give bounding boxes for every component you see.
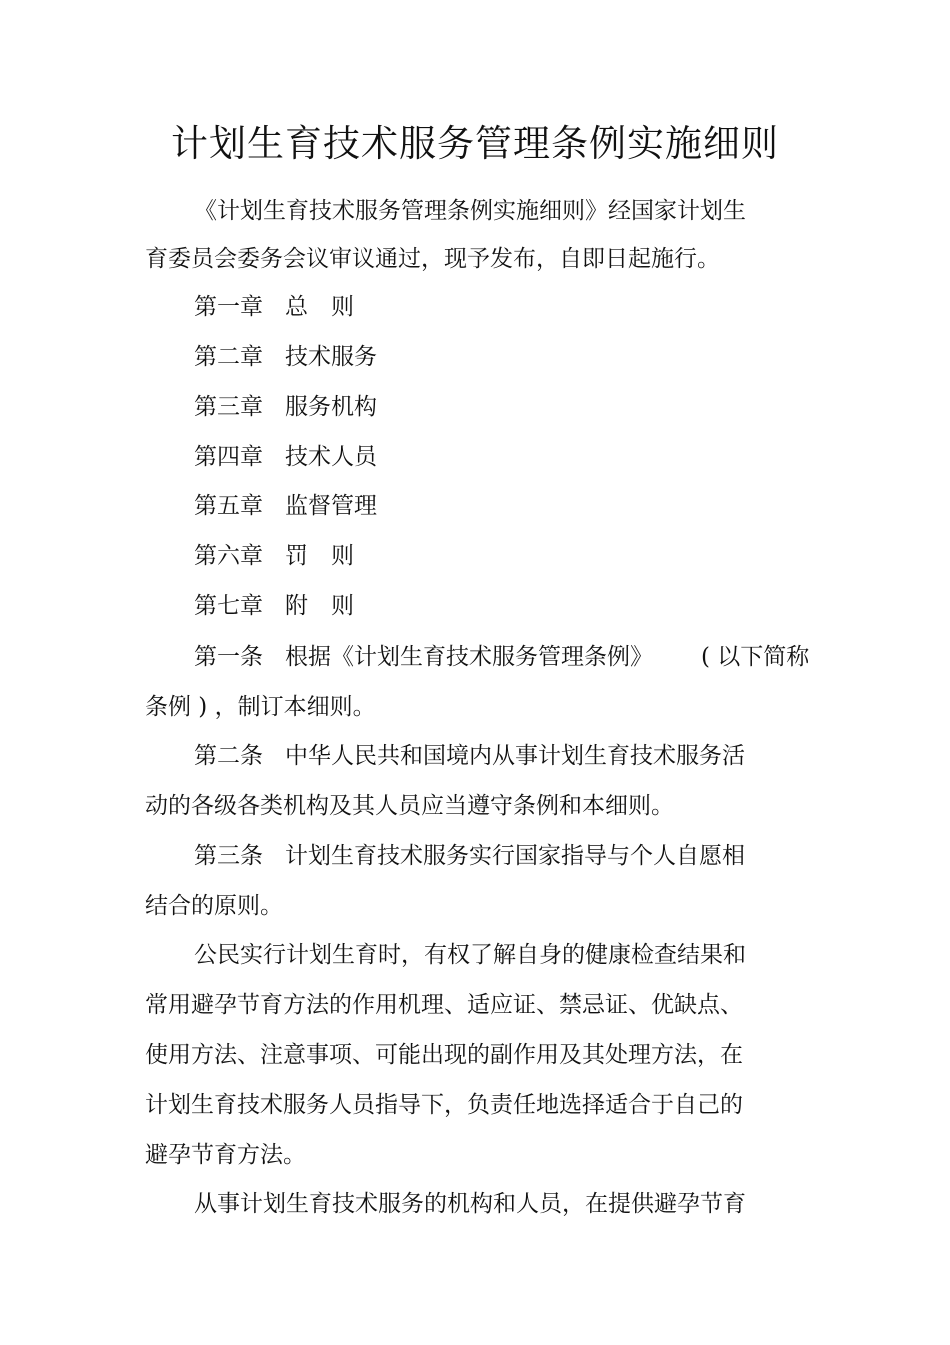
chapter-name: 监督管理 xyxy=(285,493,377,519)
article-2-line-2: 动的各级各类机构及其人员应当遵守条例和本细则。 xyxy=(145,793,674,819)
chapter-5 xyxy=(194,490,377,522)
document-title: 计划生育技术服务管理条例实施细则 xyxy=(171,122,779,165)
article-number: 第一条 xyxy=(194,644,263,670)
article-1-line-2: 条例 ) ，制订本细则。 xyxy=(145,694,376,720)
article-text: 中华人民共和国境内从事计划生育技术服务活 xyxy=(285,743,745,769)
article-number: 第三条 xyxy=(194,843,263,869)
article-3 xyxy=(194,840,745,872)
chapter-4 xyxy=(194,441,377,473)
chapter-number: 第六章 xyxy=(194,543,263,569)
chapter-1 xyxy=(194,291,354,323)
para-1-line-3: 使用方法、注意事项、可能出现的副作用及其处理方法，在 xyxy=(145,1042,743,1068)
chapter-name: 服务机构 xyxy=(285,394,377,420)
article-2 xyxy=(194,740,745,772)
article-text: 计划生育技术服务实行国家指导与个人自愿相 xyxy=(285,843,745,869)
chapter-name: 技术服务 xyxy=(285,344,377,370)
intro-line-1: 《计划生育技术服务管理条例实施细则》经国家计划生 xyxy=(194,198,746,224)
chapter-number: 第五章 xyxy=(194,493,263,519)
article-text-cont: ( 以下简称 xyxy=(701,644,810,670)
chapter-2 xyxy=(194,341,377,373)
chapter-name: 附 则 xyxy=(285,593,354,619)
para-1-line-1: 公民实行计划生育时，有权了解自身的健康检查结果和 xyxy=(194,942,746,968)
chapter-7 xyxy=(194,590,354,622)
article-1 xyxy=(194,641,809,673)
para-1-line-5: 避孕节育方法。 xyxy=(145,1142,306,1168)
chapter-name: 罚 则 xyxy=(285,543,354,569)
chapter-number: 第七章 xyxy=(194,593,263,619)
chapter-6 xyxy=(194,540,354,572)
article-number: 第二条 xyxy=(194,743,263,769)
chapter-number: 第三章 xyxy=(194,394,263,420)
chapter-3 xyxy=(194,391,377,423)
chapter-number: 第四章 xyxy=(194,444,263,470)
chapter-name: 技术人员 xyxy=(285,444,377,470)
chapter-name: 总 则 xyxy=(285,294,354,320)
article-3-line-2: 结合的原则。 xyxy=(145,893,283,919)
article-text: 根据《计划生育技术服务管理条例》 xyxy=(285,644,653,670)
chapter-number: 第一章 xyxy=(194,294,263,320)
para-1-line-4: 计划生育技术服务人员指导下，负责任地选择适合于自己的 xyxy=(145,1092,743,1118)
para-2-line-1: 从事计划生育技术服务的机构和人员，在提供避孕节育 xyxy=(194,1191,746,1217)
chapter-number: 第二章 xyxy=(194,344,263,370)
para-1-line-2: 常用避孕节育方法的作用机理、适应证、禁忌证、优缺点、 xyxy=(145,992,743,1018)
intro-line-2: 育委员会委务会议审议通过，现予发布，自即日起施行。 xyxy=(145,246,720,272)
